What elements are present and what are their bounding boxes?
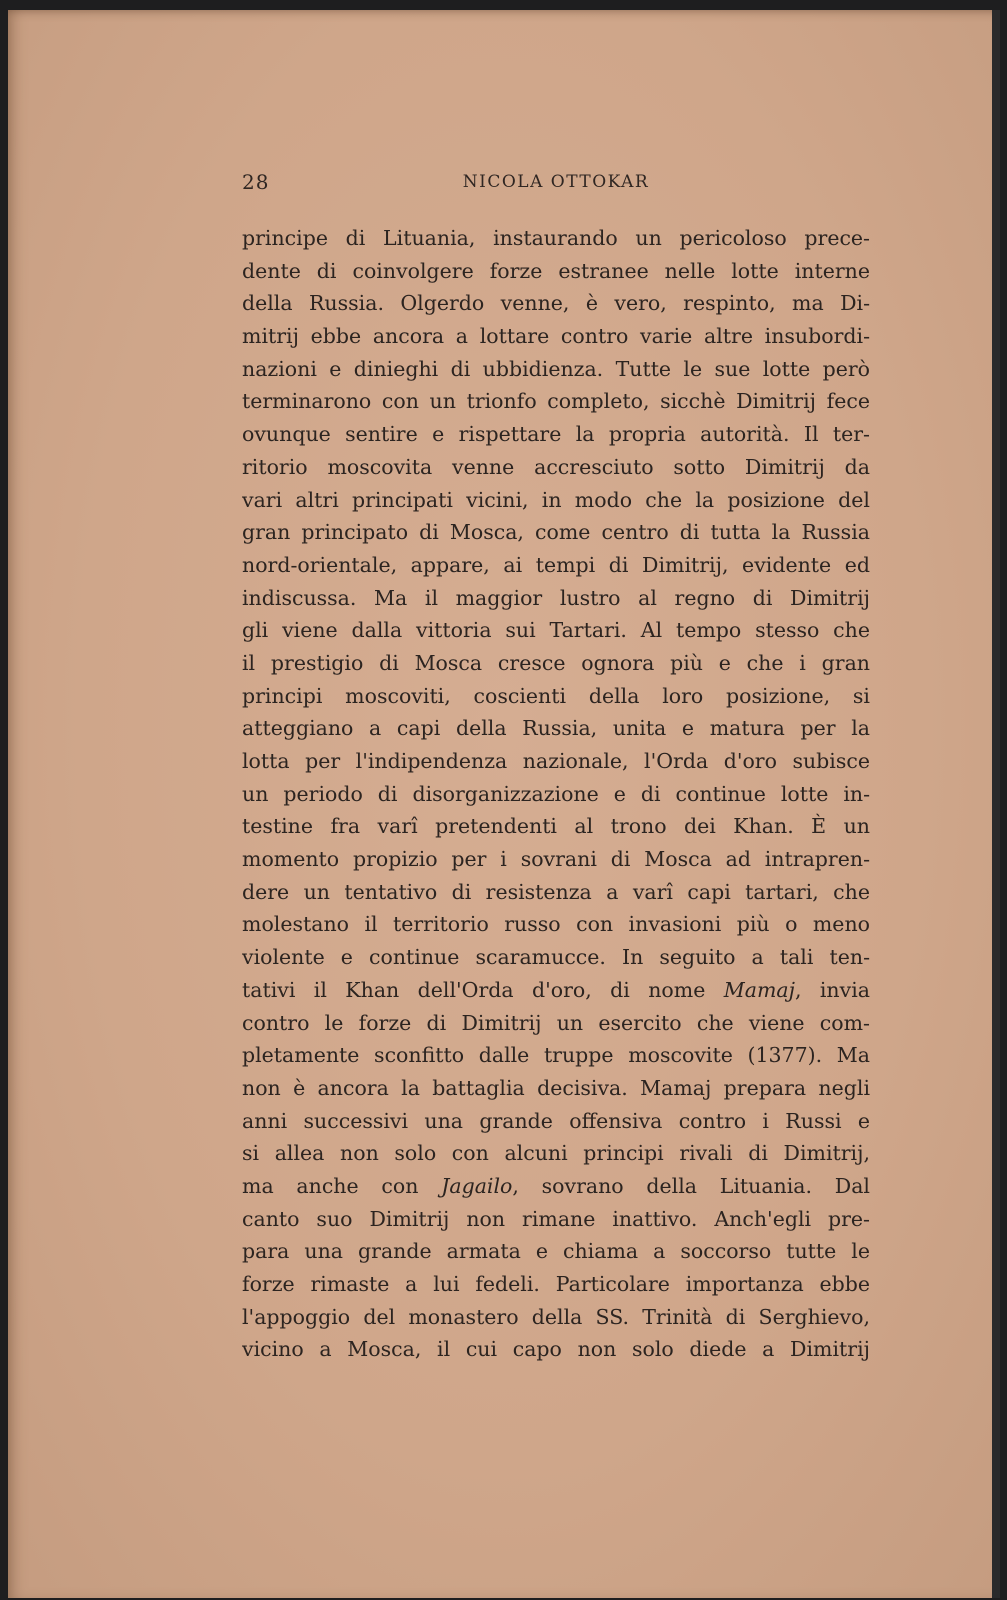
text-line: non è ancora la battaglia decisiva. Mamaj prepara negli — [242, 1075, 870, 1100]
text-line: terminarono con un trionfo completo, sicchè Dimitrij fece — [242, 389, 870, 414]
text-line: molestano il territorio russo con invasioni più o meno — [242, 912, 870, 937]
page-edge — [992, 10, 1000, 1598]
text-line: indiscussa. Ma il maggior lustro al regno di Dimitrij — [242, 585, 870, 610]
text-line: della Russia. Olgerdo venne, è vero, respinto, ma Di- — [242, 291, 870, 316]
text-line: forze rimaste a lui fedeli. Particolare importanza ebbe — [242, 1272, 870, 1296]
text-line: principe di Lituania, instaurando un pericoloso prece- — [242, 226, 870, 250]
book-page — [8, 10, 1000, 1598]
page-number: 28 — [242, 170, 270, 194]
body-text — [242, 222, 870, 1366]
text-line: nazioni e dinieghi di ubbidienza. Tutte le sue lotte però — [242, 356, 870, 381]
italic-name-jagailo: Jagailo — [441, 1173, 513, 1198]
italic-name-mamaj: Mamaj — [723, 977, 795, 1002]
text-segment: ma anche con — [242, 1173, 442, 1198]
text-line: contro le forze di Dimitrij un esercito che viene com- — [242, 1010, 870, 1035]
text-line: momento propizio per i sovrani di Mosca ad intrapren- — [242, 847, 870, 872]
text-segment: , sovrano della Lituania. Dal — [512, 1173, 870, 1198]
page-header — [242, 170, 870, 200]
text-line: testine fra varî pretendenti al trono dei Khan. È un — [242, 814, 870, 839]
text-line: mitrij ebbe ancora a lottare contro varie altre insubordi- — [242, 324, 870, 349]
text-line: si allea non solo con alcuni principi rivali di Dimitrij, — [242, 1141, 870, 1166]
text-line: il prestigio di Mosca cresce ognora più e che i gran — [242, 650, 870, 675]
running-head: NICOLA OTTOKAR — [462, 172, 650, 192]
text-line: vicino a Mosca, il cui capo non solo diede a Dimitrij — [242, 1337, 870, 1362]
text-line: l'appoggio del monastero della SS. Trinità di Serghievo, — [242, 1304, 870, 1329]
text-line-with-italic-name — [242, 1170, 870, 1203]
text-line: dere un tentativo di resistenza a varî capi tartari, che — [242, 879, 870, 904]
text-line: ritorio moscovita venne accresciuto sotto Dimitrij da — [242, 454, 870, 479]
text-line: vari altri principati vicini, in modo che la posizione del — [242, 487, 870, 512]
text-line: lotta per l'indipendenza nazionale, l'Orda d'oro subisce — [242, 749, 870, 773]
text-line: violente e continue scaramucce. In seguito a tali ten- — [242, 945, 870, 970]
text-line: nord-orientale, appare, ai tempi di Dimitrij, evidente ed — [242, 552, 870, 577]
text-line: para una grande armata e chiama a soccorso tutte le — [242, 1239, 870, 1264]
text-line: principi moscoviti, coscienti della loro posizione, si — [242, 683, 870, 708]
text-line: pletamente sconfitto dalle truppe moscovite (1377). Ma — [242, 1043, 870, 1068]
text-line: anni successivi una grande offensiva contro i Russi e — [242, 1108, 870, 1133]
text-line: ovunque sentire e rispettare la propria autorità. Il ter- — [242, 422, 870, 447]
text-line: dente di coinvolgere forze estranee nelle lotte interne — [242, 258, 870, 283]
text-segment: tativi il Khan dell'Orda d'oro, di nome — [242, 977, 724, 1002]
text-line: gran principato di Mosca, come centro di tutta la Russia — [242, 520, 870, 545]
text-line: gli viene dalla vittoria sui Tartari. Al tempo stesso che — [242, 618, 870, 643]
text-line: atteggiano a capi della Russia, unita e matura per la — [242, 716, 870, 741]
text-line: canto suo Dimitrij non rimane inattivo. Anch'egli pre- — [242, 1206, 870, 1231]
text-segment: , invia — [794, 977, 870, 1002]
text-line: un periodo di disorganizzazione e di continue lotte in- — [242, 781, 870, 806]
text-line-with-italic-name — [242, 974, 870, 1007]
